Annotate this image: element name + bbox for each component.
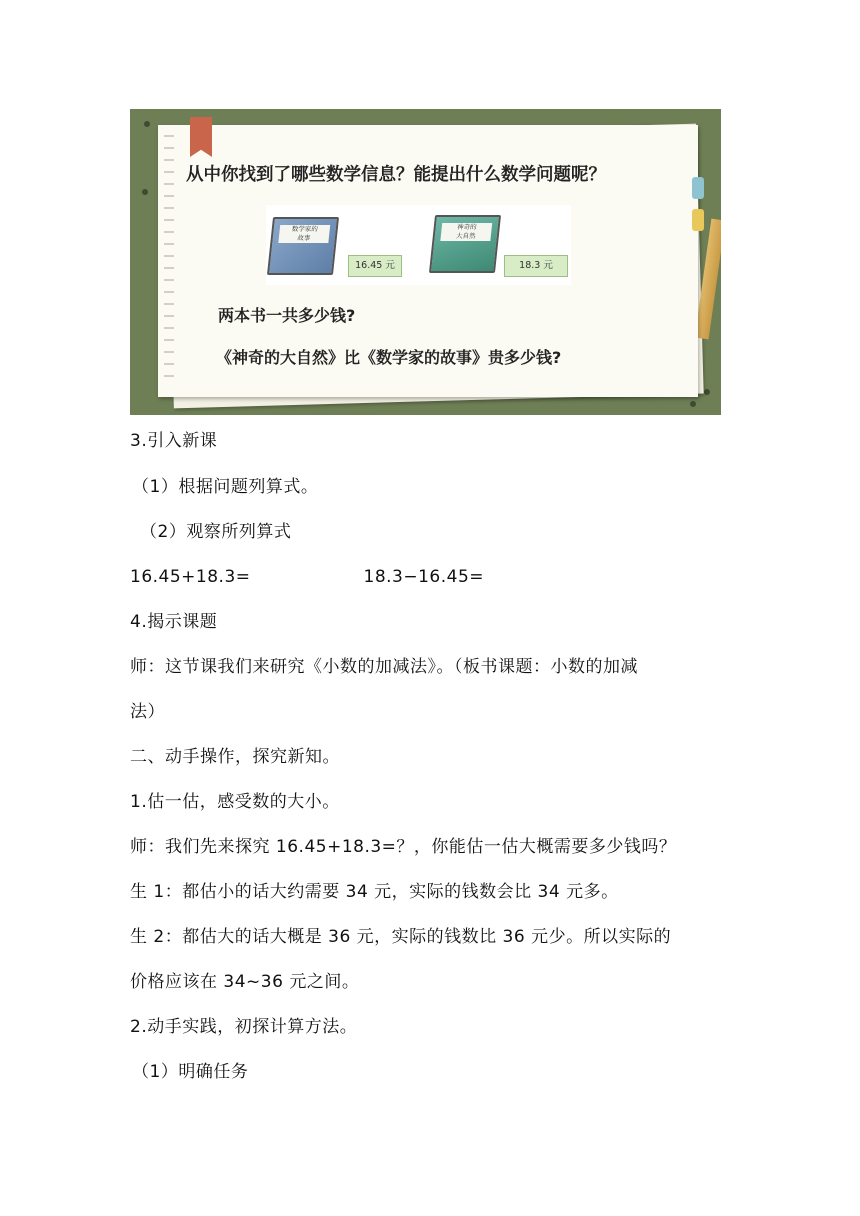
books-illustration — [266, 205, 571, 285]
book-cover-title — [278, 225, 330, 243]
lesson-slide-image — [130, 109, 721, 415]
slide-question-difference: 《神奇的大自然》比《数学家的故事》贵多少钱? — [216, 348, 562, 367]
decor-dot — [704, 389, 710, 395]
slide-question-total: 两本书一共多少钱? — [218, 306, 356, 325]
decor-dot — [144, 121, 150, 127]
book-icon-math-stories — [267, 217, 339, 275]
paragraph: （1）明确任务 — [132, 1062, 249, 1082]
equation-subtraction: 18.3−16.45= — [363, 567, 485, 587]
decor-dot — [690, 401, 696, 407]
section-heading: 1.估一估，感受数的大小。 — [130, 792, 340, 812]
paragraph: （1）根据问题列算式。 — [132, 477, 319, 497]
paragraph: 生 1：都估小的话大约需要 34 元，实际的钱数会比 34 元多。 — [130, 882, 619, 902]
section-heading: 3.引入新课 — [130, 431, 218, 451]
price-tag-book2: 18.3 元 — [504, 255, 568, 277]
bookmark-ribbon-icon — [190, 117, 212, 157]
book-title-line: 神奇的 — [456, 223, 477, 231]
price-tag-book1: 16.45 元 — [348, 255, 402, 277]
section-heading: 二、动手操作，探究新知。 — [130, 747, 340, 767]
blue-tab-marker — [692, 177, 704, 199]
paragraph: （2）观察所列算式 — [140, 522, 292, 542]
section-heading: 4.揭示课题 — [130, 612, 218, 632]
book-cover-title — [440, 223, 492, 241]
paragraph: 价格应该在 34~36 元之间。 — [130, 972, 360, 992]
yellow-tab-marker — [692, 209, 704, 231]
paragraph: 法） — [130, 702, 165, 722]
book-title-line: 大自然 — [455, 232, 477, 240]
notebook-holes — [164, 135, 174, 385]
paragraph: 师：这节课我们来研究《小数的加减法》。（板书课题：小数的加减 — [130, 657, 638, 677]
book-title-line: 故事 — [296, 234, 311, 242]
equation-row — [130, 566, 484, 588]
slide-question: 从中你找到了哪些数学信息？能提出什么数学问题呢？ — [186, 165, 606, 185]
equation-addition: 16.45+18.3= — [130, 567, 251, 587]
paragraph: 师：我们先来探究 16.45+18.3=？，你能估一估大概需要多少钱吗？ — [130, 837, 677, 857]
book-title-line: 数学家的 — [291, 225, 319, 233]
section-heading: 2.动手实践，初探计算方法。 — [130, 1017, 358, 1037]
book-icon-nature — [429, 215, 501, 273]
paragraph: 生 2：都估大的话大概是 36 元，实际的钱数比 36 元少。所以实际的 — [130, 927, 672, 947]
decor-dot — [142, 189, 148, 195]
